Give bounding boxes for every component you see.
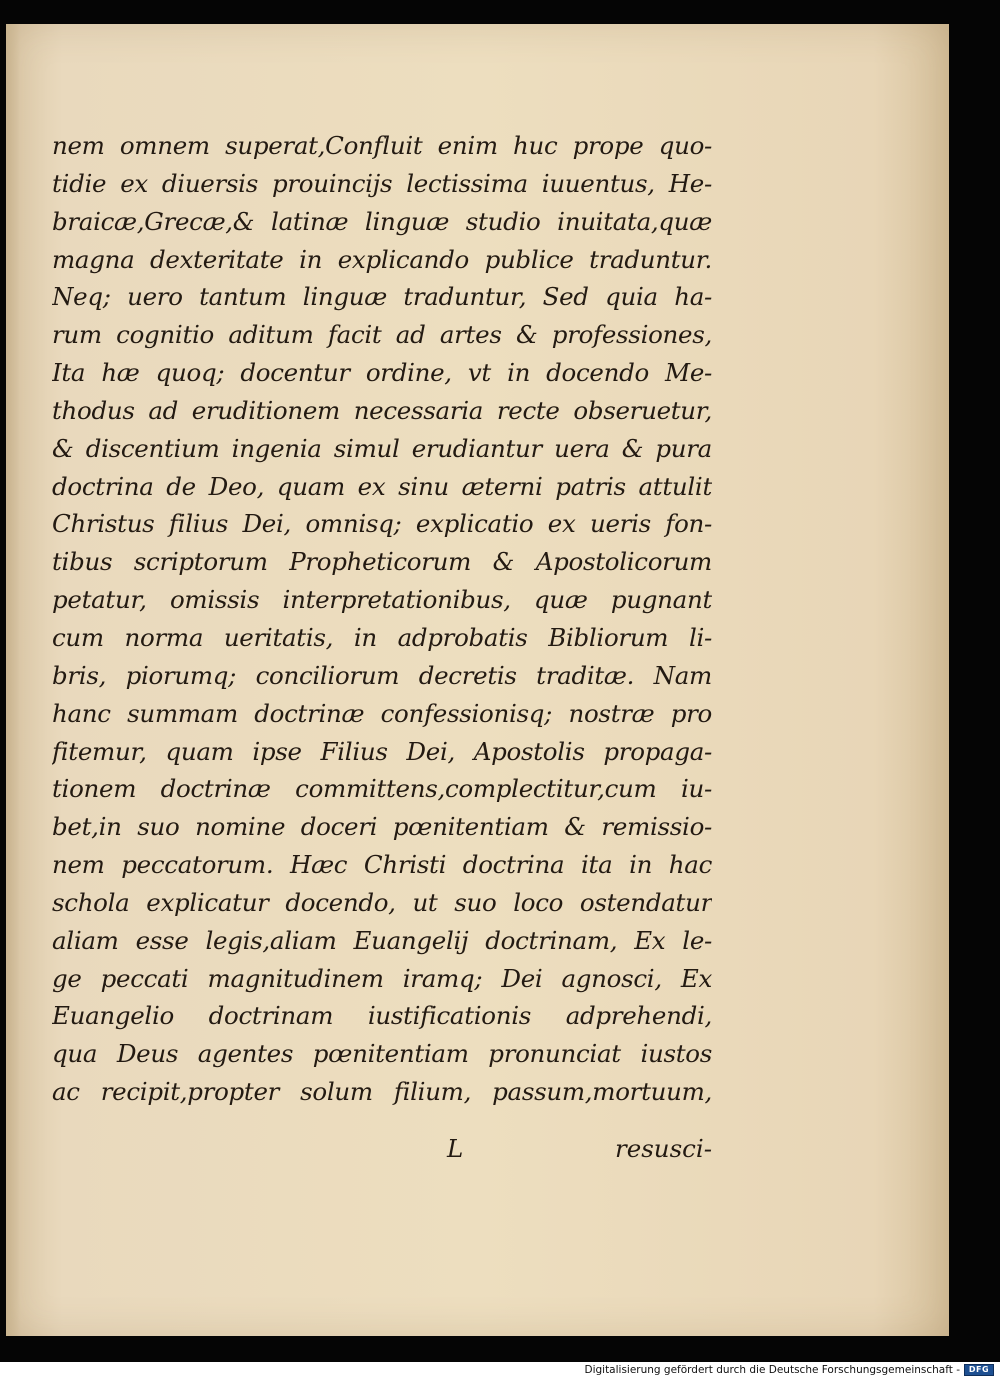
text-line: tionem doctrinæ committens,complectitur,cum iu- (52, 774, 712, 804)
text-line: tidie ex diuersis prouincijs lectissima iuuentus, He- (52, 168, 712, 198)
text-line: Neq; uero tantum linguæ traduntur, Sed quia ha- (52, 282, 712, 312)
text-line: fitemur, quam ipse Filius Dei, Apostolis propaga- (52, 736, 712, 766)
text-line: Christus filius Dei, omnisq; explicatio ex ueris fon- (52, 509, 712, 539)
text-line: nem omnem superat,Confluit enim huc prope quo- (52, 131, 712, 160)
dfg-logo: DFG (964, 1364, 994, 1376)
text-line: bris, piorumq; conciliorum decretis traditæ. Nam (52, 660, 712, 690)
text-line: bet,in suo nomine doceri pœnitentiam & remissio- (52, 812, 712, 842)
text-line: braicæ,Grecæ,& latinæ linguæ studio inuitata,quæ (52, 206, 712, 236)
signature-mark: L (447, 1134, 464, 1163)
text-line: petatur, omissis interpretationibus, quæ pugnant (52, 585, 712, 615)
text-line: ac recipit,propter solum filium, passum,mortuum, (52, 1077, 712, 1107)
book-page (6, 24, 949, 1336)
text-line: nem peccatorum. Hæc Christi doctrina ita in hac (52, 850, 712, 880)
text-line: rum cognitio aditum facit ad artes & professiones, (52, 320, 712, 350)
text-line: hanc summam doctrinæ confessionisq; nostræ pro (52, 698, 712, 728)
catchword: resusci- (615, 1134, 712, 1163)
text-line: qua Deus agentes pœnitentiam pronunciat iustos (52, 1039, 712, 1069)
text-line: tibus scriptorum Propheticorum & Apostolicorum (52, 547, 712, 577)
text-line: schola explicatur docendo, ut suo loco ostendatur (52, 887, 712, 917)
text-line: & discentium ingenia simul erudiantur uera & pura (52, 433, 712, 463)
text-line: Euangelio doctrinam iustificationis adprehendi, (52, 1001, 712, 1031)
body-text (52, 127, 712, 1111)
text-line: magna dexteritate in explicando publice traduntur. (52, 244, 712, 274)
page-gutter-shadow (6, 24, 20, 1336)
text-line: ge peccati magnitudinem iramq; Dei agnosci, Ex (52, 963, 712, 993)
text-line: aliam esse legis,aliam Euangelij doctrinam, Ex le- (52, 925, 712, 955)
text-line: cum norma ueritatis, in adprobatis Bibliorum li- (52, 622, 712, 652)
text-line: Ita hæ quoq; docentur ordine, vt in docendo Me- (52, 358, 712, 388)
funding-note: Digitalisierung gefördert durch die Deutsche Forschungsgemeinschaft - (584, 1364, 960, 1376)
page-footer-line (52, 1130, 712, 1168)
text-line: thodus ad eruditionem necessaria recte obseruetur, (52, 395, 712, 425)
text-line: doctrina de Deo, quam ex sinu æterni patris attulit (52, 471, 712, 501)
digitization-footer (0, 1362, 1000, 1379)
